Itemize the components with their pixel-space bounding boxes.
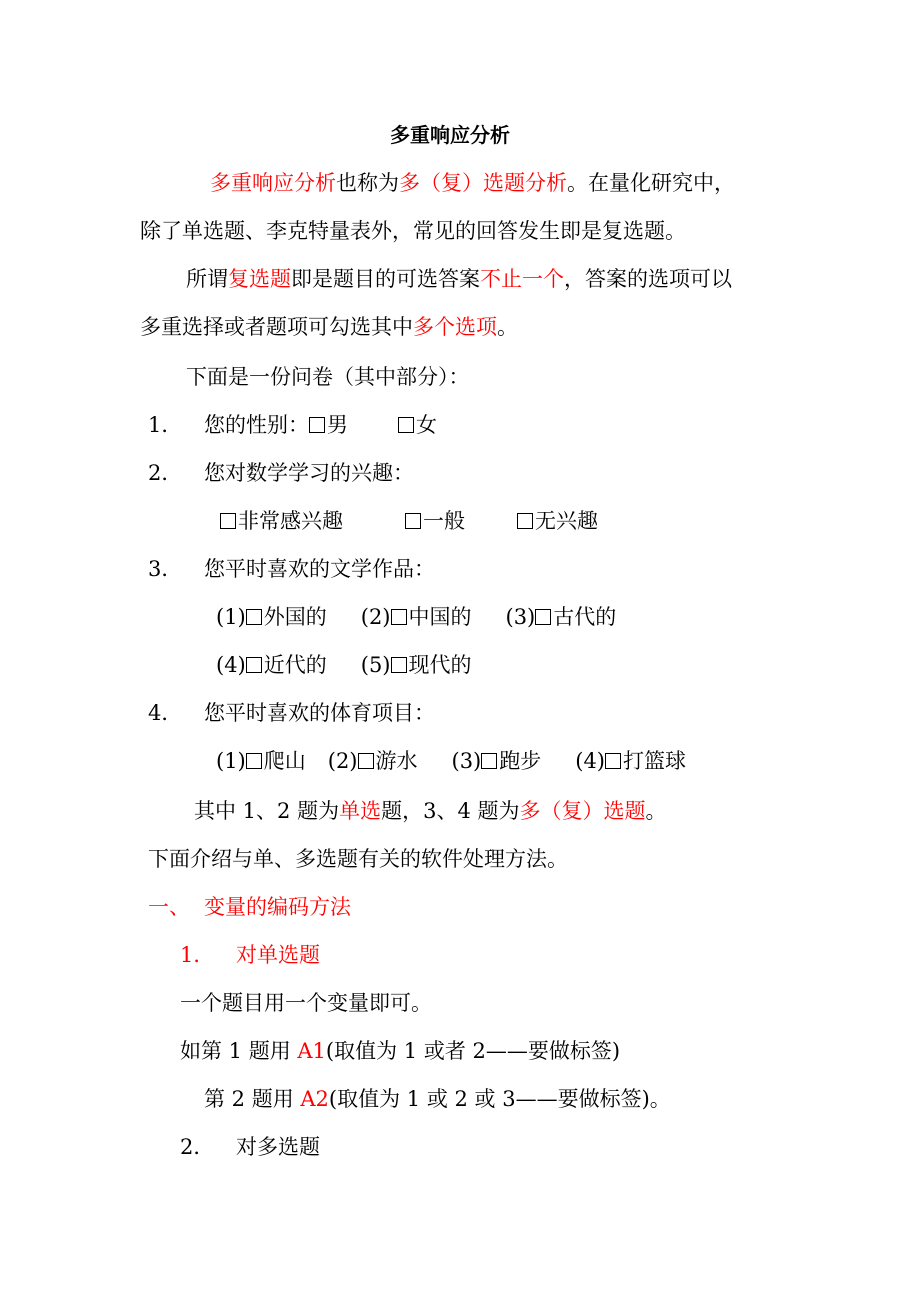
option-number: (2) — [327, 749, 358, 773]
question-2-options — [220, 506, 598, 536]
option-label: 打篮球 — [623, 749, 686, 773]
checkbox[interactable] — [405, 513, 421, 529]
checkbox[interactable] — [358, 753, 374, 769]
section-title: 变量的编码方法 — [204, 895, 351, 919]
option-number: (1) — [216, 749, 246, 773]
definition-text: 多重选择或者题项可勾选其中 — [140, 315, 413, 339]
question-number: 4． — [148, 701, 183, 725]
question-4-options — [216, 746, 686, 776]
question-text: 您的性别： — [204, 413, 309, 437]
option-label: 中国的 — [408, 605, 472, 629]
definition-text: 。 — [497, 315, 518, 339]
option-label: 现代的 — [408, 653, 472, 677]
checkbox[interactable] — [398, 417, 414, 433]
option-number: (2) — [360, 605, 391, 629]
option-label: 一般 — [423, 509, 465, 533]
term-more-than-one: 不止一个 — [480, 267, 564, 291]
definition-text: ，答案的选项可以 — [564, 267, 732, 291]
example-text: 第 2 题用 — [204, 1087, 301, 1111]
checkbox[interactable] — [220, 513, 236, 529]
option-number: (4) — [216, 653, 246, 677]
definition-line-2 — [140, 312, 518, 342]
subsection-title: 对单选题 — [236, 943, 320, 967]
question-4 — [148, 698, 435, 728]
option-label: 游水 — [375, 749, 418, 773]
subsection-number: 1． — [180, 943, 215, 967]
subsection-2-heading — [180, 1132, 320, 1162]
checkbox[interactable] — [517, 513, 533, 529]
checkbox[interactable] — [246, 609, 262, 625]
page-title: 多重响应分析 — [390, 123, 510, 147]
question-number: 3． — [148, 557, 183, 581]
subsection-1-heading — [180, 940, 320, 970]
summary-text: 题，3、4 题为 — [381, 799, 520, 823]
term-checkbox-question: 复选题 — [228, 267, 291, 291]
option-label: 男 — [327, 413, 348, 437]
subsection-number: 2． — [180, 1135, 215, 1159]
option-number: (3) — [451, 749, 482, 773]
question-1 — [148, 410, 437, 440]
option-label: 爬山 — [263, 749, 306, 773]
term-multiple-choice-analysis: 多（复）选题分析 — [399, 171, 567, 195]
example-text: (取值为 1 或者 2——要做标签) — [325, 1039, 621, 1063]
intro-text: 。在量化研究中， — [567, 171, 735, 195]
term-multiple-response: 多重响应分析 — [210, 171, 336, 195]
summary-text: 。 — [645, 799, 667, 823]
checkbox[interactable] — [535, 609, 551, 625]
checkbox[interactable] — [309, 417, 325, 433]
definition-text: 所谓 — [186, 267, 228, 291]
option-label: 近代的 — [263, 653, 327, 677]
option-number: (4) — [575, 749, 605, 773]
checkbox[interactable] — [391, 657, 407, 673]
variable-name: A1 — [297, 1039, 326, 1063]
intro-text: 也称为 — [336, 171, 399, 195]
question-2 — [148, 458, 414, 488]
question-number: 1． — [148, 413, 183, 437]
example-text: 如第 1 题用 — [180, 1039, 298, 1063]
term-multiple-choice: 多（复）选题 — [519, 799, 646, 823]
summary-text: 其中 1、2 题为 — [194, 799, 340, 823]
survey-intro: 下面是一份问卷（其中部分）： — [186, 365, 470, 389]
question-3-options-row-2 — [216, 650, 472, 680]
subsection-title: 对多选题 — [236, 1135, 320, 1159]
option-label: 无兴趣 — [535, 509, 598, 533]
question-text: 您平时喜欢的体育项目： — [204, 701, 435, 725]
option-label: 非常感兴趣 — [238, 509, 343, 533]
option-number: (3) — [505, 605, 536, 629]
definition-line-1 — [186, 264, 732, 294]
software-intro: 下面介绍与单、多选题有关的软件处理方法。 — [148, 847, 568, 871]
example-text: (取值为 1 或 2 或 3——要做标签)。 — [328, 1087, 671, 1111]
question-text: 您对数学学习的兴趣： — [204, 461, 414, 485]
example-2 — [204, 1084, 671, 1114]
intro-line-2: 除了单选题、李克特量表外，常见的回答发生即是复选题。 — [140, 219, 686, 243]
term-multiple-options: 多个选项 — [413, 315, 497, 339]
option-number: (5) — [360, 653, 391, 677]
single-choice-note: 一个题目用一个变量即可。 — [180, 991, 432, 1015]
question-3 — [148, 554, 435, 584]
option-label: 古代的 — [553, 605, 617, 629]
option-label: 女 — [416, 413, 437, 437]
checkbox[interactable] — [246, 753, 262, 769]
checkbox[interactable] — [246, 657, 262, 673]
checkbox[interactable] — [391, 609, 407, 625]
option-number: (1) — [216, 605, 246, 629]
checkbox[interactable] — [605, 753, 621, 769]
option-label: 外国的 — [263, 605, 327, 629]
summary-line — [194, 796, 666, 826]
definition-text: 即是题目的可选答案 — [291, 267, 480, 291]
section-number: 一、 — [148, 895, 190, 919]
checkbox[interactable] — [481, 753, 497, 769]
term-single-choice: 单选 — [339, 799, 382, 823]
question-text: 您平时喜欢的文学作品： — [204, 557, 435, 581]
section-heading — [148, 892, 351, 922]
intro-line-1 — [210, 168, 735, 198]
question-number: 2． — [148, 461, 183, 485]
question-3-options-row-1 — [216, 602, 616, 632]
variable-name: A2 — [300, 1087, 329, 1111]
option-label: 跑步 — [499, 749, 542, 773]
example-1 — [180, 1036, 620, 1066]
